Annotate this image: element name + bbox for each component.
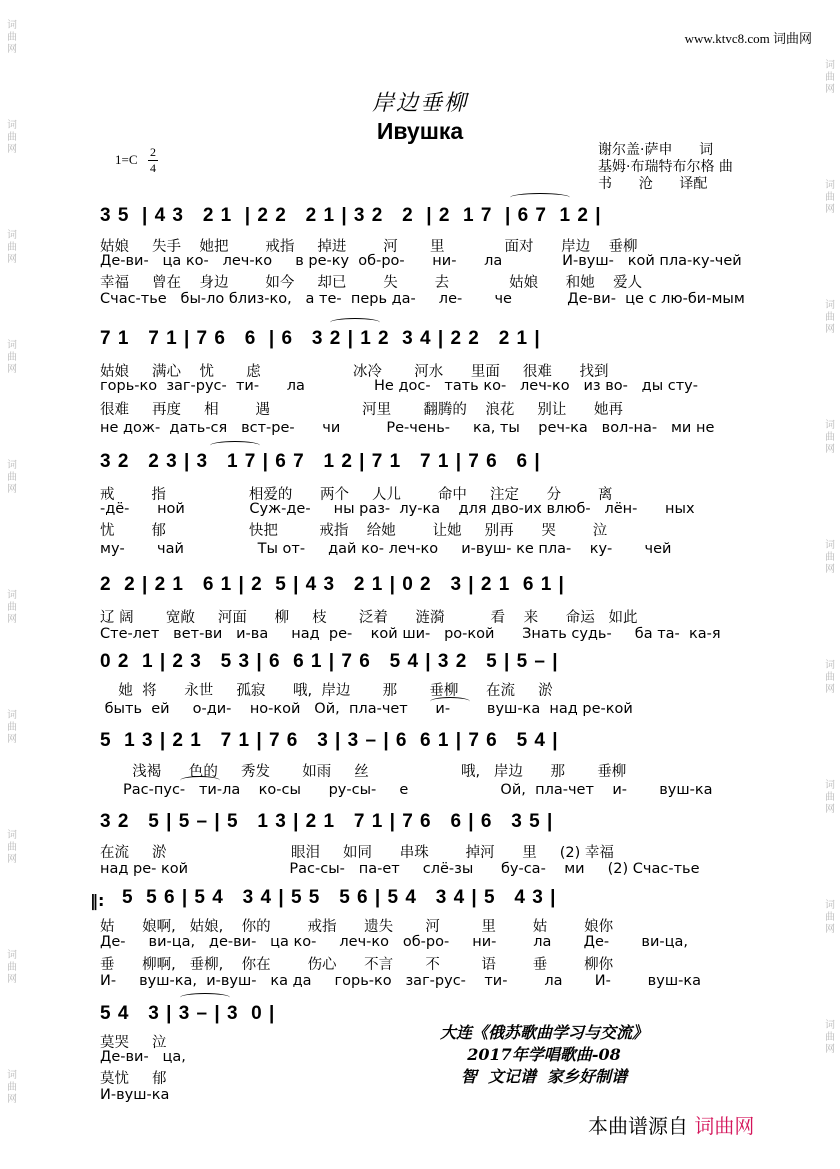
slur-mark [330, 318, 380, 327]
source-brand-link[interactable]: 词曲网 [694, 1114, 755, 1138]
lyric-row-5-line-2: быть ей о-ди- но-кой Ой, пла-чет и- вуш-ка над ре-кой [100, 701, 633, 717]
watermark-left-6: 词曲网 [7, 590, 17, 625]
watermark-left-4: 词曲网 [7, 340, 17, 375]
lyric-row-2-line-3: 很难 再度 相 遇 河里 翻腾的 浪花 别让 她再 [100, 402, 624, 418]
lyric-row-1-line-1: 姑娘 失手 她把 戒指 掉进 河 里 面对 岸边 垂柳 [100, 239, 638, 255]
lyric-row-2-line-1: 姑娘 满心 忧 虑 冰冷 河水 里面 很难 找到 [100, 364, 609, 380]
notation-row-6: 5 1 3 | 2 1 7 1 | 7 6 3 | 3 – | 6 6 1 | 7 6 5 4 | [100, 730, 559, 751]
notation-row-5: 0 2 1 | 2 3 5 3 | 6 6 1 | 7 6 5 4 | 3 2 5 | 5 – | [100, 651, 559, 672]
watermark-right-5: 词曲网 [825, 540, 835, 575]
lyric-row-9-line-4: И-вуш-ка [100, 1087, 170, 1103]
notation-row-8: 5 5 6 | 5 4 3 4 | 5 5 5 6 | 5 4 3 4 | 5 4 3 | [122, 887, 557, 908]
lyric-row-8-line-4: И- вуш-ка, и-вуш- ка да горь-ко заг-рус- ти- ла И- вуш-ка [100, 973, 701, 989]
notation-row-1: 3 5 | 4 3 2 1 | 2 2 2 1 | 3 2 2 | 2 1 7 | 6 7 1 2 | [100, 205, 602, 226]
notation-row-7: 3 2 5 | 5 – | 5 1 3 | 2 1 7 1 | 7 6 6 | 6 3 5 | [100, 811, 554, 832]
time-signature [148, 145, 158, 176]
slur-mark [510, 193, 570, 202]
lyric-row-9-line-1: 莫哭 泣 [100, 1035, 167, 1051]
lyric-row-8-line-1: 姑 娘啊, 姑娘, 你的 戒指 遗失 河 里 姑 娘你 [100, 919, 614, 935]
lyric-row-8-line-3: 垂 柳啊, 垂柳, 你在 伤心 不言 不 语 垂 柳你 [100, 957, 614, 973]
watermark-right-8: 词曲网 [825, 900, 835, 935]
site-url: www.ktvc8.com 词曲网 [684, 31, 812, 46]
lyric-row-3-line-2: -дё- ной Суж-де- ны раз- лу-ка для дво-их влюб- лён- ных [100, 501, 695, 517]
lyric-row-4-line-2: Сте-лет вет-ви и-ва над ре- кой ши- ро-кой Знать судь- ба та- ка-я [100, 626, 721, 642]
lyric-row-9-line-2: Де-ви- ца, [100, 1049, 186, 1065]
watermark-right-3: 词曲网 [825, 300, 835, 335]
notation-row-4: 2 2 | 2 1 6 1 | 2 5 | 4 3 2 1 | 0 2 3 | 2 1 6 1 | [100, 574, 565, 595]
watermark-left-3: 词曲网 [7, 230, 17, 265]
watermark-right-7: 词曲网 [825, 780, 835, 815]
lyric-row-2-line-2: горь-ко заг-рус- ти- ла Не дос- тать ко- леч-ко из во- ды сту- [100, 378, 698, 394]
lyric-row-3-line-1: 戒 指 相爱的 两个 人儿 命中 注定 分 离 [100, 487, 613, 503]
lyric-row-1-line-2: Де-ви- ца ко- леч-ко в ре-ку об-ро- ни- ла И-вуш- кой пла-ку-чей [100, 253, 742, 269]
watermark-right-4: 词曲网 [825, 420, 835, 455]
song-title-russian: Ивушка [376, 118, 464, 144]
song-credits: 谢尔盖·萨申 词 基姆·布瑞特布尔格 曲 书 沧 译配 [598, 142, 733, 192]
watermark-left-9: 词曲网 [7, 950, 17, 985]
lyric-row-4-line-1: 辽 阔 宽敞 河面 柳 枝 泛着 涟漪 看 来 命运 如此 [100, 610, 638, 626]
time-signature-bottom: 4 [150, 161, 156, 175]
lyric-row-7-line-1: 在流 淤 眼泪 如同 串珠 掉河 里 (2) 幸福 [100, 845, 614, 861]
watermark-left-7: 词曲网 [7, 710, 17, 745]
watermark-left-1: 词曲网 [7, 20, 17, 55]
lyric-row-1-line-4: Счас-тье бы-ло близ-ко, а те- перь да- ле- че Де-ви- це с лю-би-мым [100, 291, 745, 307]
time-signature-top: 2 [150, 145, 156, 159]
footer-line-2: 2017年学唱歌曲-08 [467, 1045, 621, 1064]
watermark-left-10: 词曲网 [7, 1070, 17, 1105]
notation-row-3: 3 2 2 3 | 3 1 7 | 6 7 1 2 | 7 1 7 1 | 7 6 6 | [100, 451, 541, 472]
song-title-chinese: 岸边垂柳 [371, 91, 468, 116]
watermark-right-6: 词曲网 [825, 660, 835, 695]
footer-notes [440, 1022, 648, 1088]
watermark-left-5: 词曲网 [7, 460, 17, 495]
watermark-right-9: 词曲网 [825, 1020, 835, 1055]
repeat-start-mark: ‖: [90, 891, 105, 910]
lyric-row-6-line-1: 浅褐 色的 秀发 如雨 丝 哦, 岸边 那 垂柳 [100, 764, 627, 780]
lyric-row-9-line-3: 莫忧 郁 [100, 1071, 167, 1087]
source-credit [588, 1110, 754, 1139]
notation-row-9: 5 4 3 | 3 – | 3 0 | [100, 1003, 276, 1024]
source-label: 本曲谱源自 [588, 1114, 688, 1138]
lyric-row-1-line-3: 幸福 曾在 身边 如今 却已 失 去 姑娘 和她 爱人 [100, 275, 643, 291]
slur-mark [180, 993, 230, 1002]
watermark-right-1: 词曲网 [825, 60, 835, 95]
lyric-row-5-line-1: 她 将 永世 孤寂 哦, 岸边 那 垂柳 在流 淤 [100, 683, 553, 699]
lyric-row-8-line-2: Де- ви-ца, де-ви- ца ко- леч-ко об-ро- ни- ла Де- ви-ца, [100, 934, 688, 950]
watermark-left-8: 词曲网 [7, 830, 17, 865]
watermark-right-2: 词曲网 [825, 180, 835, 215]
footer-line-1: 大连《俄苏歌曲学习与交流》 [440, 1023, 649, 1042]
footer-line-3: 智 文记谱 家乡好制谱 [460, 1067, 628, 1086]
slur-mark [210, 441, 260, 450]
lyric-row-3-line-4: му- чай Ты от- дай ко- леч-ко и-вуш- ке пла- ку- чей [100, 541, 672, 557]
key-signature: 1=C [115, 152, 138, 167]
lyric-row-6-line-2: Рас-пус- ти-ла ко-сы ру-сы- е Ой, пла-чет и- вуш-ка [100, 782, 713, 798]
watermark-left-2: 词曲网 [7, 120, 17, 155]
lyric-row-7-line-2: над ре- кой Рас-сы- па-ет слё-зы бу-са- ми (2) Счас-тье [100, 861, 700, 877]
lyric-row-3-line-3: 忧 郁 快把 戒指 给她 让她 别再 哭 泣 [100, 523, 608, 539]
notation-row-2: 7 1 7 1 | 7 6 6 | 6 3 2 | 1 2 3 4 | 2 2 2 1 | [100, 328, 541, 349]
lyric-row-2-line-4: не дож- дать-ся вст-ре- чи Ре-чень- ка, ты реч-ка вол-на- ми не [100, 420, 715, 436]
